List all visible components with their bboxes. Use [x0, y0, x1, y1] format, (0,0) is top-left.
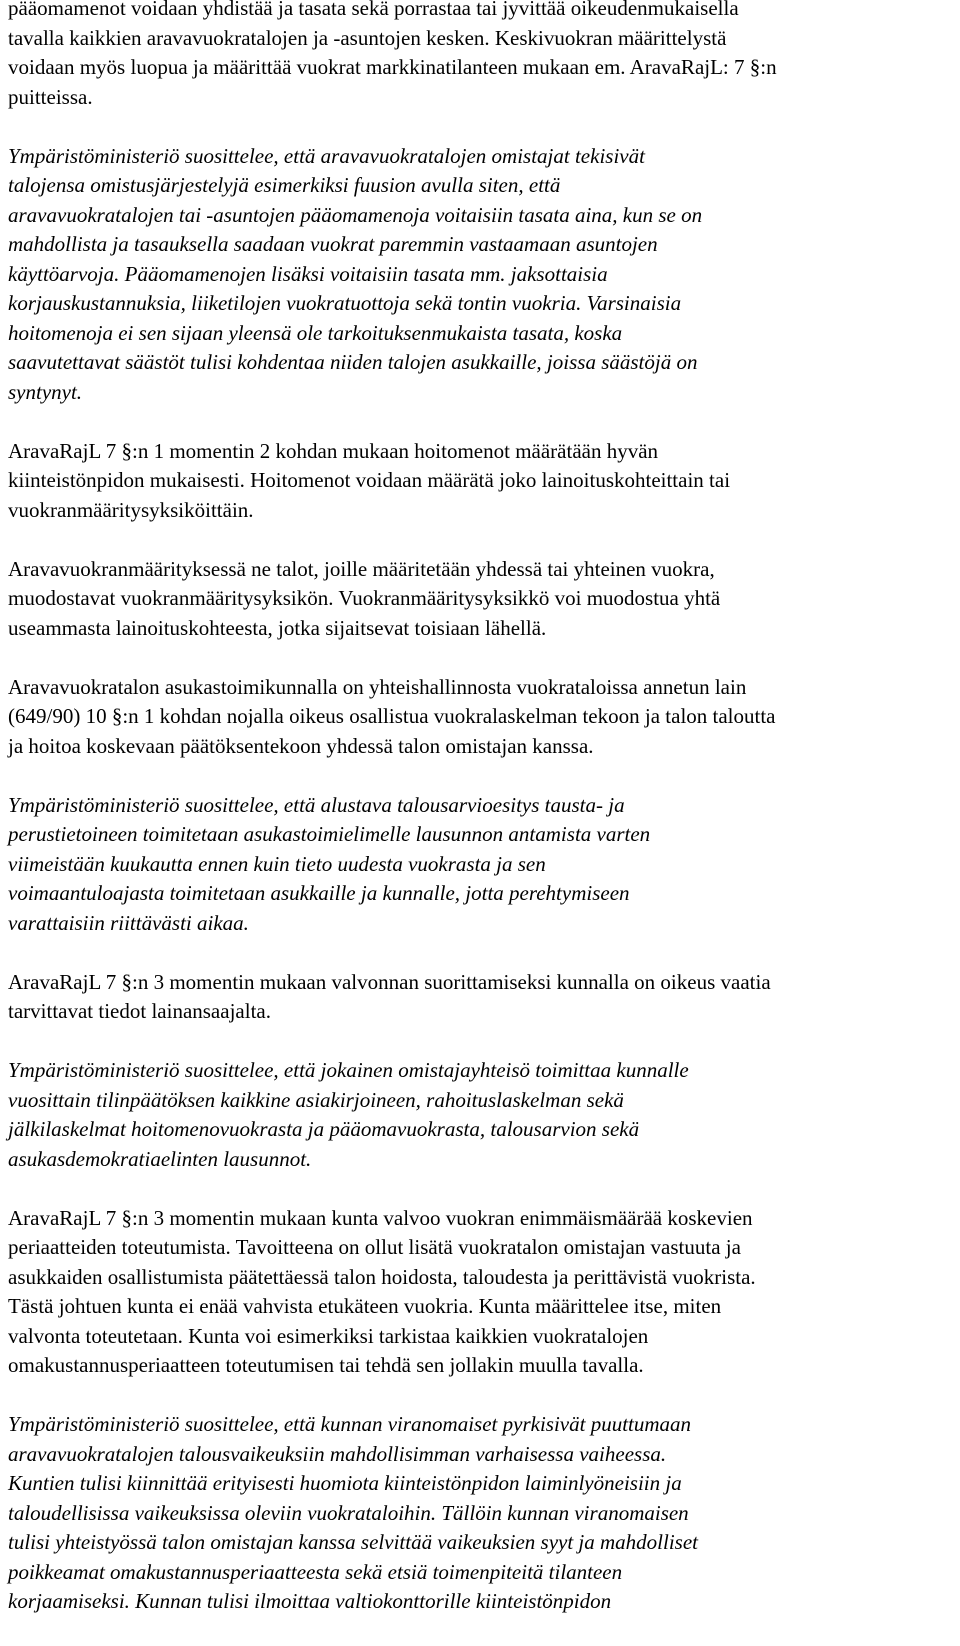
- body-paragraph: [8, 0, 953, 112]
- body-paragraph: [8, 437, 953, 526]
- text-line: pääomamenot voidaan yhdistää ja tasata sekä porrastaa tai jyvittää oikeudenmukaisella: [8, 0, 739, 20]
- text-line: tavalla kaikkien aravavuokratalojen ja -asuntojen kesken. Keskivuokran määrittelystä: [8, 25, 727, 50]
- text-line: poikkeamat omakustannusperiaatteesta sekä etsiä toimenpiteitä tilanteen: [8, 1559, 623, 1584]
- text-line: aravavuokratalojen talousvaikeuksiin mahdollisimman varhaisessa vaiheessa.: [8, 1441, 667, 1466]
- text-line: varattaisiin riittävästi aikaa.: [8, 910, 249, 935]
- text-line: korjaamiseksi. Kunnan tulisi ilmoittaa valtiokonttorille kiinteistönpidon: [8, 1589, 612, 1613]
- text-line: muodostavat vuokranmääritysyksikön. Vuokranmääritysyksikkö voi muodostua yhtä: [8, 586, 721, 610]
- text-line: Kuntien tulisi kiinnittää erityisesti huomiota kiinteistönpidon laiminlyöneisiin ja: [8, 1471, 682, 1495]
- text-line: korjauskustannuksia, liiketilojen vuokratuottoja sekä tontin vuokria. Varsinaisia: [8, 291, 682, 315]
- text-line: (649/90) 10 §:n 1 kohdan nojalla oikeus osallistua vuokralaskelman tekoon ja talon taloutta: [8, 704, 776, 728]
- text-line: voidaan myös luopua ja määrittää vuokrat markkinatilanteen mukaan em. AravaRajL: 7 §:n: [8, 55, 777, 79]
- text-line: kiinteistönpidon mukaisesti. Hoitomenot voidaan määrätä joko lainoituskohteittain tai: [8, 468, 731, 492]
- recommendation-paragraph: [8, 1056, 953, 1174]
- text-line: perustietoineen toimitetaan asukastoimielimelle lausunnon antamista varten: [8, 822, 651, 846]
- text-line: AravaRajL 7 §:n 3 momentin mukaan kunta valvoo vuokran enimmäismäärää koskevien: [8, 1205, 753, 1230]
- text-line: valvonta toteutetaan. Kunta voi esimerkiksi tarkistaa kaikkien vuokratalojen: [8, 1323, 649, 1348]
- text-line: aravavuokratalojen tai -asuntojen pääomamenoja voitaisiin tasata aina, kun se on: [8, 202, 703, 227]
- recommendation-paragraph: [8, 142, 953, 408]
- text-line: AravaRajL 7 §:n 3 momentin mukaan valvonnan suorittamiseksi kunnalla on oikeus vaatia: [8, 969, 771, 994]
- text-line: periaatteiden toteutumista. Tavoitteena on ollut lisätä vuokratalon omistajan vastuuta ja: [8, 1235, 741, 1259]
- text-line: asukkaiden osallistumista päätettäessä talon hoidosta, taloudesta ja perittävistä vuokrista.: [8, 1264, 756, 1289]
- body-paragraph: [8, 673, 953, 762]
- text-line: Ympäristöministeriö suosittelee, että kunnan viranomaiset pyrkisivät puuttumaan: [8, 1412, 692, 1436]
- text-line: Aravavuokratalon asukastoimikunnalla on yhteishallinnosta vuokrataloissa annetun lain: [8, 674, 747, 699]
- text-line: omakustannusperiaatteen toteutumisen tai tehdä sen jollakin muulla tavalla.: [8, 1353, 644, 1377]
- body-paragraph: [8, 1204, 953, 1381]
- text-line: viimeistään kuukautta ennen kuin tieto uudesta vuokrasta ja sen: [8, 851, 546, 876]
- text-line: vuokranmääritysyksiköittäin.: [8, 497, 254, 522]
- text-line: tarvittavat tiedot lainansaajalta.: [8, 999, 271, 1023]
- text-line: Ympäristöministeriö suosittelee, että alustava talousarvioesitys tausta- ja: [8, 792, 625, 817]
- recommendation-paragraph: [8, 1410, 953, 1617]
- text-line: voimaantuloajasta toimitetaan asukkaille ja kunnalle, jotta perehtymiseen: [8, 881, 630, 905]
- recommendation-paragraph: [8, 791, 953, 939]
- body-paragraph: [8, 968, 953, 1027]
- text-line: useammasta lainoituskohteesta, jotka sijaitsevat toisiaan lähellä.: [8, 615, 547, 640]
- text-line: käyttöarvoja. Pääomamenojen lisäksi voitaisiin tasata mm. jaksottaisia: [8, 261, 608, 286]
- text-line: taloudellisissa vaikeuksissa oleviin vuokrataloihin. Tällöin kunnan viranomaisen: [8, 1500, 689, 1525]
- text-line: AravaRajL 7 §:n 1 momentin 2 kohdan mukaan hoitomenot määrätään hyvän: [8, 438, 659, 463]
- text-line: tulisi yhteistyössä talon omistajan kanssa selvittää vaikeuksien syyt ja mahdolliset: [8, 1530, 698, 1554]
- text-line: Aravavuokranmäärityksessä ne talot, joille määritetään yhdessä tai yhteinen vuokra,: [8, 556, 715, 581]
- text-line: mahdollista ja tasauksella saadaan vuokrat paremmin vastaamaan asuntojen: [8, 232, 658, 256]
- text-line: puitteissa.: [8, 84, 93, 109]
- text-line: Ympäristöministeriö suosittelee, että jokainen omistajayhteisö toimittaa kunnalle: [8, 1058, 689, 1082]
- text-line: talojensa omistusjärjestelyjä esimerkiksi fuusion avulla siten, että: [8, 173, 561, 197]
- text-line: saavutettavat säästöt tulisi kohdentaa niiden talojen asukkaille, joissa säästöjä on: [8, 350, 698, 374]
- text-line: syntynyt.: [8, 379, 83, 404]
- text-line: asukasdemokratiaelinten lausunnot.: [8, 1146, 312, 1171]
- text-line: ja hoitoa koskevaan päätöksentekoon yhdessä talon omistajan kanssa.: [8, 733, 594, 758]
- text-line: Ympäristöministeriö suosittelee, että aravavuokratalojen omistajat tekisivät: [8, 143, 645, 168]
- document-page: [8, 0, 953, 1646]
- text-line: Tästä johtuen kunta ei enää vahvista etukäteen vuokria. Kunta määrittelee itse, miten: [8, 1294, 722, 1318]
- text-line: hoitomenoja ei sen sijaan yleensä ole tarkoituksenmukaista tasata, koska: [8, 320, 623, 345]
- body-paragraph: [8, 555, 953, 644]
- text-line: jälkilaskelmat hoitomenovuokrasta ja pääomavuokrasta, talousarvion sekä: [8, 1117, 640, 1141]
- text-line: vuosittain tilinpäätöksen kaikkine asiakirjoineen, rahoituslaskelman sekä: [8, 1087, 624, 1112]
